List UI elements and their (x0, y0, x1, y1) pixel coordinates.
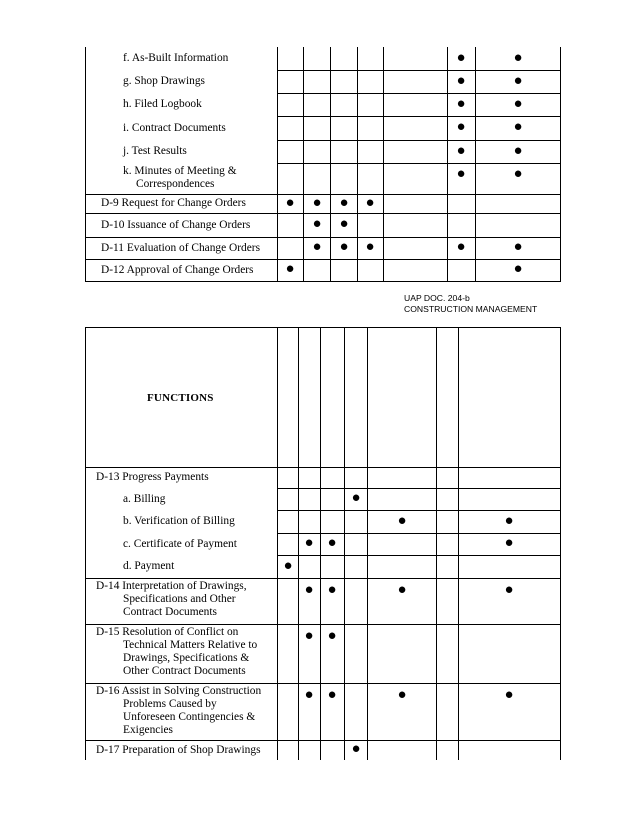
responsibility-mark-icon: ● (456, 166, 466, 182)
row-label: k. Minutes of Meeting & (123, 165, 237, 177)
responsibility-mark-icon: ● (513, 119, 523, 135)
column-rule (330, 47, 331, 281)
responsibility-mark-icon: ● (339, 195, 349, 211)
responsibility-mark-icon: ● (327, 687, 337, 703)
row-rule (85, 281, 561, 282)
column-rule (436, 327, 437, 760)
column-rule (357, 47, 358, 281)
responsibility-mark-icon: ● (304, 687, 314, 703)
column-rule (383, 47, 384, 281)
row-label: Contract Documents (123, 606, 217, 618)
responsibility-mark-icon: ● (513, 50, 523, 66)
row-rule (277, 533, 561, 534)
row-rule (277, 93, 561, 94)
row-label: b. Verification of Billing (123, 515, 235, 527)
responsibility-mark-icon: ● (312, 195, 322, 211)
row-label: a. Billing (123, 493, 166, 505)
column-rule (320, 327, 321, 760)
responsibility-mark-icon: ● (456, 143, 466, 159)
responsibility-mark-icon: ● (513, 261, 523, 277)
functions-header: FUNCTIONS (147, 392, 214, 404)
row-label: d. Payment (123, 560, 175, 572)
row-label: D-11 Evaluation of Change Orders (101, 242, 261, 254)
responsibility-mark-icon: ● (504, 687, 514, 703)
responsibility-mark-icon: ● (304, 628, 314, 644)
row-label: i. Contract Documents (123, 122, 226, 134)
column-rule (277, 327, 278, 760)
responsibility-mark-icon: ● (339, 239, 349, 255)
responsibility-mark-icon: ● (513, 73, 523, 89)
responsibility-mark-icon: ● (283, 558, 293, 574)
responsibility-mark-icon: ● (327, 582, 337, 598)
responsibility-mark-icon: ● (456, 96, 466, 112)
row-rule (277, 70, 561, 71)
doc-title: CONSTRUCTION MANAGEMENT (404, 304, 538, 314)
row-rule (85, 740, 561, 741)
row-rule (277, 510, 561, 511)
responsibility-mark-icon: ● (312, 239, 322, 255)
responsibility-mark-icon: ● (513, 143, 523, 159)
row-rule (85, 213, 561, 214)
responsibility-mark-icon: ● (504, 513, 514, 529)
row-rule (277, 488, 561, 489)
column-rule (447, 47, 448, 281)
row-label: Correspondences (136, 178, 215, 190)
responsibility-mark-icon: ● (365, 195, 375, 211)
responsibility-mark-icon: ● (351, 741, 361, 757)
row-rule (85, 259, 561, 260)
header-rule (85, 327, 561, 328)
column-rule (560, 47, 561, 281)
row-label: D-16 Assist in Solving Construction (96, 685, 262, 697)
responsibility-mark-icon: ● (513, 239, 523, 255)
row-label: D-14 Interpretation of Drawings, (96, 580, 247, 592)
responsibility-mark-icon: ● (351, 490, 361, 506)
responsibility-mark-icon: ● (456, 239, 466, 255)
responsibility-mark-icon: ● (365, 239, 375, 255)
column-rule (367, 327, 368, 760)
column-rule (344, 327, 345, 760)
row-rule (85, 624, 561, 625)
row-rule (85, 578, 561, 579)
row-label: Problems Caused by (123, 698, 217, 710)
responsibility-mark-icon: ● (339, 216, 349, 232)
row-label: Exigencies (123, 724, 173, 736)
responsibility-mark-icon: ● (304, 582, 314, 598)
table-border (85, 327, 86, 760)
row-rule (277, 116, 561, 117)
row-rule (277, 555, 561, 556)
row-label: Drawings, Specifications & (123, 652, 250, 664)
column-rule (298, 327, 299, 760)
row-label: D-17 Preparation of Shop Drawings (96, 744, 261, 756)
row-label: g. Shop Drawings (123, 75, 205, 87)
row-label: D-12 Approval of Change Orders (101, 264, 254, 276)
responsibility-mark-icon: ● (504, 535, 514, 551)
table-border (560, 327, 561, 760)
row-rule (277, 140, 561, 141)
responsibility-mark-icon: ● (285, 195, 295, 211)
row-label: c. Certificate of Payment (123, 538, 237, 550)
responsibility-mark-icon: ● (327, 535, 337, 551)
responsibility-mark-icon: ● (397, 582, 407, 598)
row-rule (85, 683, 561, 684)
responsibility-mark-icon: ● (327, 628, 337, 644)
row-label: Specifications and Other (123, 593, 236, 605)
responsibility-mark-icon: ● (397, 687, 407, 703)
responsibility-mark-icon: ● (456, 50, 466, 66)
row-label: Other Contract Documents (123, 665, 246, 677)
row-rule (277, 163, 561, 164)
row-label: D-9 Request for Change Orders (101, 197, 246, 209)
column-rule (475, 47, 476, 281)
column-rule (303, 47, 304, 281)
row-label: D-13 Progress Payments (96, 471, 209, 483)
responsibility-mark-icon: ● (504, 582, 514, 598)
responsibility-mark-icon: ● (513, 96, 523, 112)
row-label: Technical Matters Relative to (123, 639, 258, 651)
row-label: Unforeseen Contingencies & (123, 711, 256, 723)
row-label: D-10 Issuance of Change Orders (101, 219, 251, 231)
responsibility-mark-icon: ● (304, 535, 314, 551)
row-label: f. As-Built Information (123, 52, 229, 64)
row-label: h. Filed Logbook (123, 98, 202, 110)
responsibility-mark-icon: ● (397, 513, 407, 529)
column-rule (85, 47, 86, 281)
responsibility-mark-icon: ● (312, 216, 322, 232)
row-label: D-15 Resolution of Conflict on (96, 626, 239, 638)
header-rule (85, 467, 561, 468)
column-rule (458, 327, 459, 760)
row-rule (85, 237, 561, 238)
row-label: j. Test Results (123, 145, 187, 157)
responsibility-mark-icon: ● (285, 261, 295, 277)
responsibility-mark-icon: ● (456, 73, 466, 89)
doc-number: UAP DOC. 204-b (404, 293, 470, 303)
column-rule (277, 47, 278, 281)
responsibility-mark-icon: ● (456, 119, 466, 135)
responsibility-mark-icon: ● (513, 166, 523, 182)
row-rule (85, 194, 561, 195)
